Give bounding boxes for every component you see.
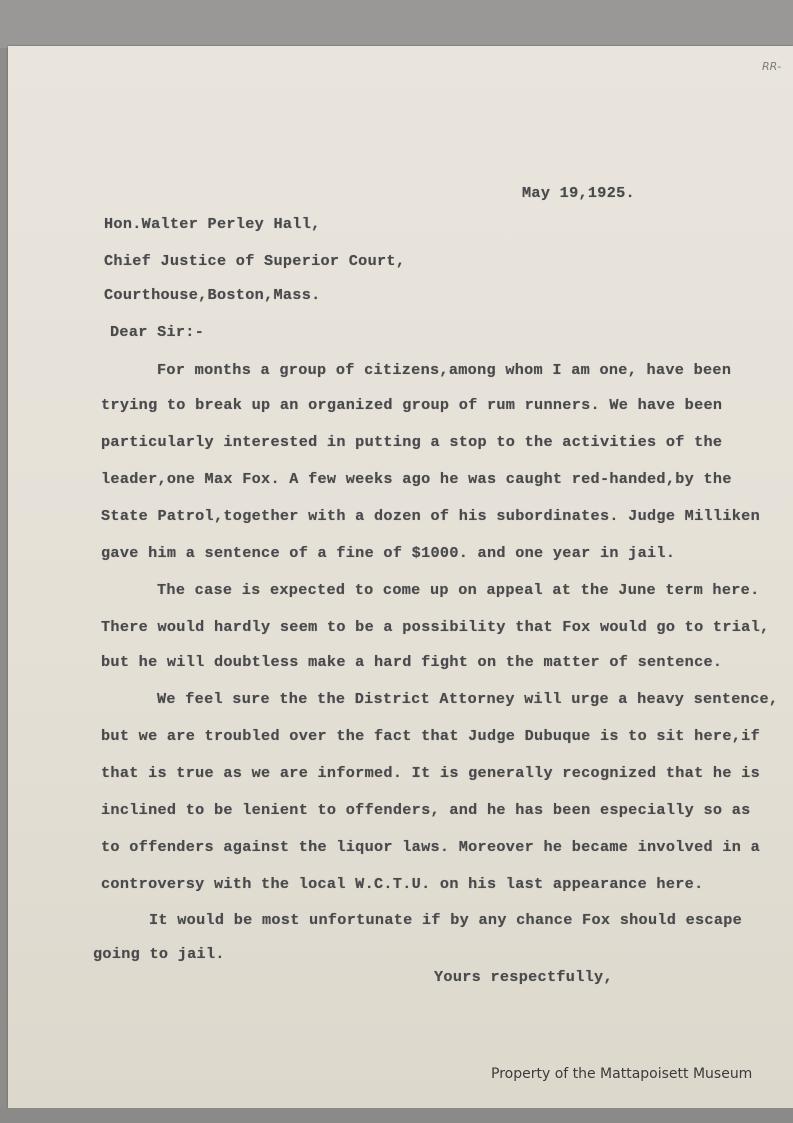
body-line: State Patrol,together with a dozen of his subordinates. Judge Milliken <box>101 507 760 525</box>
salutation: Dear Sir:- <box>110 323 205 341</box>
body-line: inclined to be lenient to offenders, and he has been especially so as <box>101 801 751 819</box>
body-line: that is true as we are informed. It is generally recognized that he is <box>101 764 760 782</box>
museum-watermark: Property of the Mattapoisett Museum <box>491 1066 753 1082</box>
body-line: particularly interested in putting a stop to the activities of the <box>101 433 723 451</box>
body-line: to offenders against the liquor laws. Moreover he became involved in a <box>101 838 760 856</box>
scanner-background-bottom <box>0 1108 793 1123</box>
letter-date: May 19,1925. <box>522 184 635 202</box>
body-line: but we are troubled over the fact that Judge Dubuque is to sit here,if <box>101 727 760 745</box>
archive-reference-mark: RR- <box>762 60 782 73</box>
body-line: but he will doubtless make a hard fight on the matter of sentence. <box>101 653 723 671</box>
body-line: leader,one Max Fox. A few weeks ago he was caught red-handed,by the <box>101 470 732 488</box>
body-line: The case is expected to come up on appeal at the June term here. <box>157 581 760 599</box>
scanner-background-top <box>0 0 793 48</box>
recipient-line-1: Hon.Walter Perley Hall, <box>104 215 321 233</box>
recipient-line-2: Chief Justice of Superior Court, <box>104 252 406 270</box>
recipient-line-3: Courthouse,Boston,Mass. <box>104 286 321 304</box>
body-line: It would be most unfortunate if by any chance Fox should escape <box>149 911 743 929</box>
body-line: For months a group of citizens,among whom I am one, have been <box>157 361 732 379</box>
body-line: There would hardly seem to be a possibility that Fox would go to trial, <box>101 618 770 636</box>
body-line: gave him a sentence of a fine of $1000. and one year in jail. <box>101 544 676 562</box>
body-line: going to jail. <box>93 945 225 963</box>
closing: Yours respectfully, <box>434 968 613 986</box>
body-line: trying to break up an organized group of rum runners. We have been <box>101 396 723 414</box>
body-line: controversy with the local W.C.T.U. on his last appearance here. <box>101 875 704 893</box>
body-line: We feel sure the the District Attorney will urge a heavy sentence, <box>157 690 779 708</box>
